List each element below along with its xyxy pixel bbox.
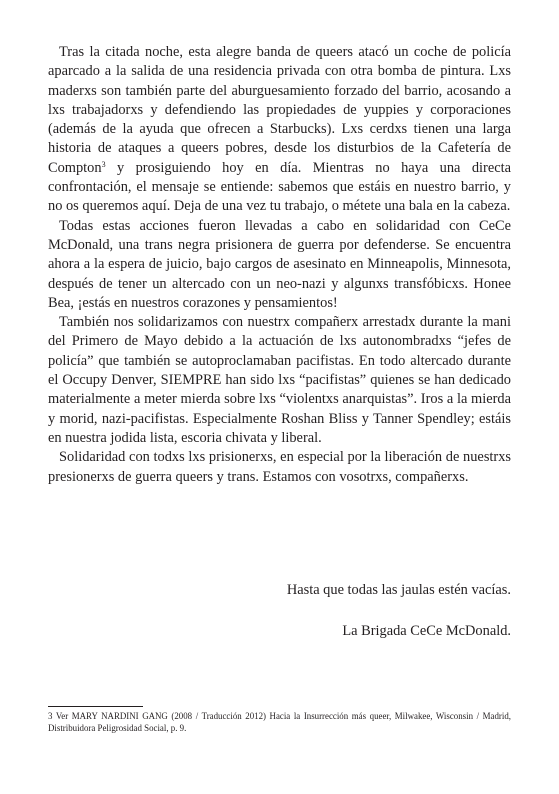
paragraph-2: Todas estas acciones fueron llevadas a cabo en solidaridad con CeCe McDonald, una trans negra prisionera de guerra por defenderse. Se encuentra ahora a la espera de juicio, bajo cargos de asesinato en Minneapolis, Minnesota, después de tener un altercado con un neo-nazi y algunxs transfóbicxs. Honee Bea, ¡estás en nuestros corazones y pensamientos!	[48, 217, 511, 311]
paragraph-3: También nos solidarizamos con nuestrx compañerx arrestadx durante la mani del Primero de Mayo debido a la actuación de lxs autonombradxs “jefes de policía” que también se autoproclamaban pacifistas. En todo altercado durante el Occupy Denver, SIEMPRE han sido lxs “pacifistas” quienes se han dedicado materialmente a meter mierda sobre lxs “violentxs anarquistas”. Iros a la mierda y morid, nazi-pacifistas. Especialmente Roshan Bliss y Tanner Spendley; estáis en nuestra jodida lista, escoria chivata y liberal.	[48, 314, 511, 446]
closing-line: Hasta que todas las jaulas estén vacías.	[286, 582, 511, 598]
body-text	[48, 43, 511, 487]
footnote: 3 Ver MARY NARDINI GANG (2008 / Traducción 2012) Hacia la Insurrección más queer, Milwakee, Wisconsin / Madrid, Distribuidora Peligrosidad Social, p. 9.	[48, 711, 511, 734]
paragraph-1	[48, 43, 511, 217]
paragraph-4: Solidaridad con todxs lxs prisionerxs, en especial por la liberación de nuestrxs presionerxs de guerra queers y trans. Estamos con vosotrxs, compañerxs.	[48, 449, 511, 485]
paragraph-1-text-before: Tras la citada noche, esta alegre banda de queers atacó un coche de policía aparcado a la salida de una residencia privada con otra bomba de pintura. Lxs maderxs son también parte del aburguesamiento forzado del barrio, acosando a lxs trabajadorxs y defendiendo las propiedades de yuppies y corporaciones (además de la ayuda que ofrecen a Starbucks). Lxs cerdxs tienen una larga historia de ataques a queers pobres, desde los disturbios de la Cafetería de Compton	[48, 44, 511, 176]
footnote-reference: 3	[101, 159, 106, 169]
footnote-divider	[48, 706, 143, 707]
paragraph-1-text-after: y prosiguiendo hoy en día. Mientras no haya una directa confrontación, el mensaje se entiende: sabemos que estáis en nuestro barrio, y no os queremos aquí. Deja de una vez tu trabajo, o métete una bala en la cabeza.	[48, 159, 511, 215]
signature: La Brigada CeCe McDonald.	[342, 623, 511, 639]
